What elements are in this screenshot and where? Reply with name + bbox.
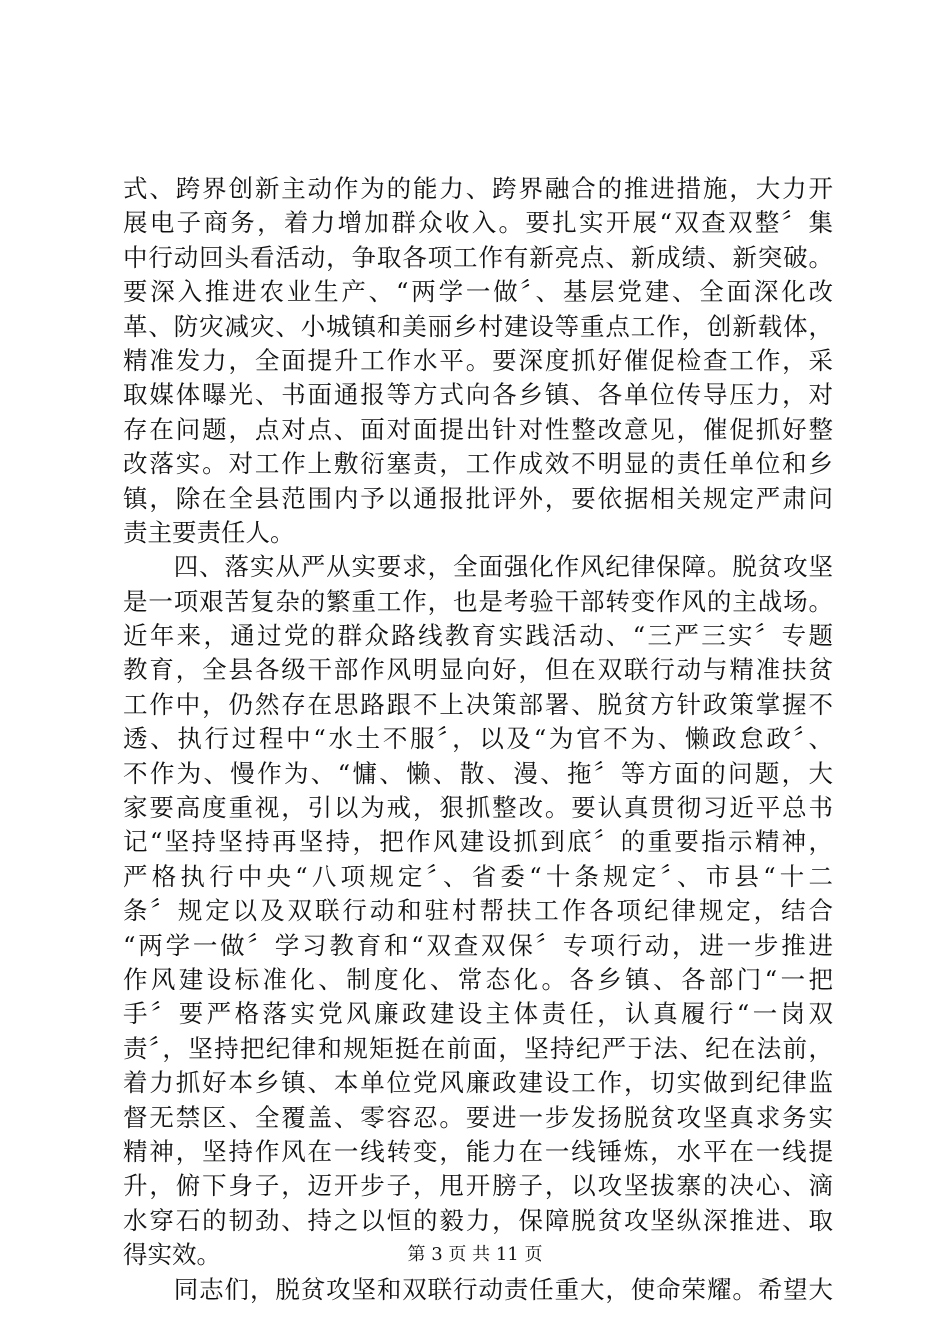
text-line: 着力抓好本乡镇、本单位党风廉政建设工作，切实做到纪律监 <box>123 1068 833 1098</box>
text-line: 记“坚持坚持再坚持，把作风建设抓到底〞的重要指示精神， <box>123 827 833 857</box>
text-line: 取媒体曝光、书面通报等方式向各乡镇、各单位传导压力，对 <box>123 380 833 410</box>
text-line: 严格执行中央“八项规定〞、省委“十条规定〞、市县“十二 <box>123 861 833 891</box>
text-line: 存在问题，点对点、面对面提出针对性整改意见，催促抓好整 <box>123 414 833 444</box>
text-line: 镇，除在全县范围内予以通报批评外，要依据相关规定严肃问 <box>123 483 833 513</box>
text-line: 得实效。 <box>123 1240 221 1270</box>
text-line: 责〞，坚持把纪律和规矩挺在前面，坚持纪严于法、纪在法前， <box>123 1033 833 1063</box>
text-line: 改落实。对工作上敷衍塞责，工作成效不明显的责任单位和乡 <box>123 449 833 479</box>
text-line: 升，俯下身子，迈开步子，甩开膀子，以攻坚拔寨的决心、滴 <box>123 1171 833 1201</box>
text-line: 中行动回头看活动，争取各项工作有新亮点、新成绩、新突破。 <box>123 242 833 272</box>
text-line: 展电子商务，着力增加群众收入。要扎实开展“双查双整〞集 <box>123 208 833 238</box>
text-line: 条〞规定以及双联行动和驻村帮扶工作各项纪律规定，结合 <box>123 896 833 926</box>
text-line: 是一项艰苦复杂的繁重工作，也是考验干部转变作风的主战场。 <box>123 586 833 616</box>
text-line: 同志们，脱贫攻坚和双联行动责任重大，使命荣耀。希望大 <box>123 1274 833 1304</box>
text-line: 不作为、慢作为、“慵、懒、散、漫、拖〞等方面的问题，大 <box>123 758 833 788</box>
text-line: 水穿石的韧劲、持之以恒的毅力，保障脱贫攻坚纵深推进、取 <box>123 1205 833 1235</box>
text-line: 精神，坚持作风在一线转变，能力在一线锤炼，水平在一线提 <box>123 1136 833 1166</box>
text-line: 手〞要严格落实党风廉政建设主体责任，认真履行“一岗双 <box>123 999 833 1029</box>
text-line: 督无禁区、全覆盖、零容忍。要进一步发扬脱贫攻坚真求务实 <box>123 1102 833 1132</box>
text-line: 透、执行过程中“水土不服〞，以及“为官不为、懒政怠政〞、 <box>123 724 833 754</box>
text-line: 责主要责任人。 <box>123 517 295 547</box>
text-line: 教育，全县各级干部作风明显向好，但在双联行动与精准扶贫 <box>123 655 833 685</box>
text-line: 式、跨界创新主动作为的能力、跨界融合的推进措施，大力开 <box>123 174 833 203</box>
text-line: 工作中，仍然存在思路跟不上决策部署、脱贫方针政策掌握不 <box>123 689 833 719</box>
text-line: 四、落实从严从实要求，全面强化作风纪律保障。脱贫攻坚 <box>123 552 833 582</box>
text-line: 革、防灾减灾、小城镇和美丽乡村建设等重点工作，创新载体， <box>123 311 833 341</box>
page-number: 第 3 页 共 11 页 <box>407 1244 543 1265</box>
text-line: “两学一做〞学习教育和“双查双保〞专项行动，进一步推进 <box>123 930 833 960</box>
text-line: 近年来，通过党的群众路线教育实践活动、“三严三实〞专题 <box>123 621 833 651</box>
text-line: 作风建设标准化、制度化、常态化。各乡镇、各部门“一把 <box>123 964 833 994</box>
text-line: 家要高度重视，引以为戒，狠抓整改。要认真贯彻习近平总书 <box>123 793 833 823</box>
body-text <box>123 172 833 1307</box>
text-line: 要深入推进农业生产、“两学一做〞、基层党建、全面深化改 <box>123 277 833 307</box>
text-line: 精准发力，全面提升工作水平。要深度抓好催促检查工作，采 <box>123 345 833 375</box>
